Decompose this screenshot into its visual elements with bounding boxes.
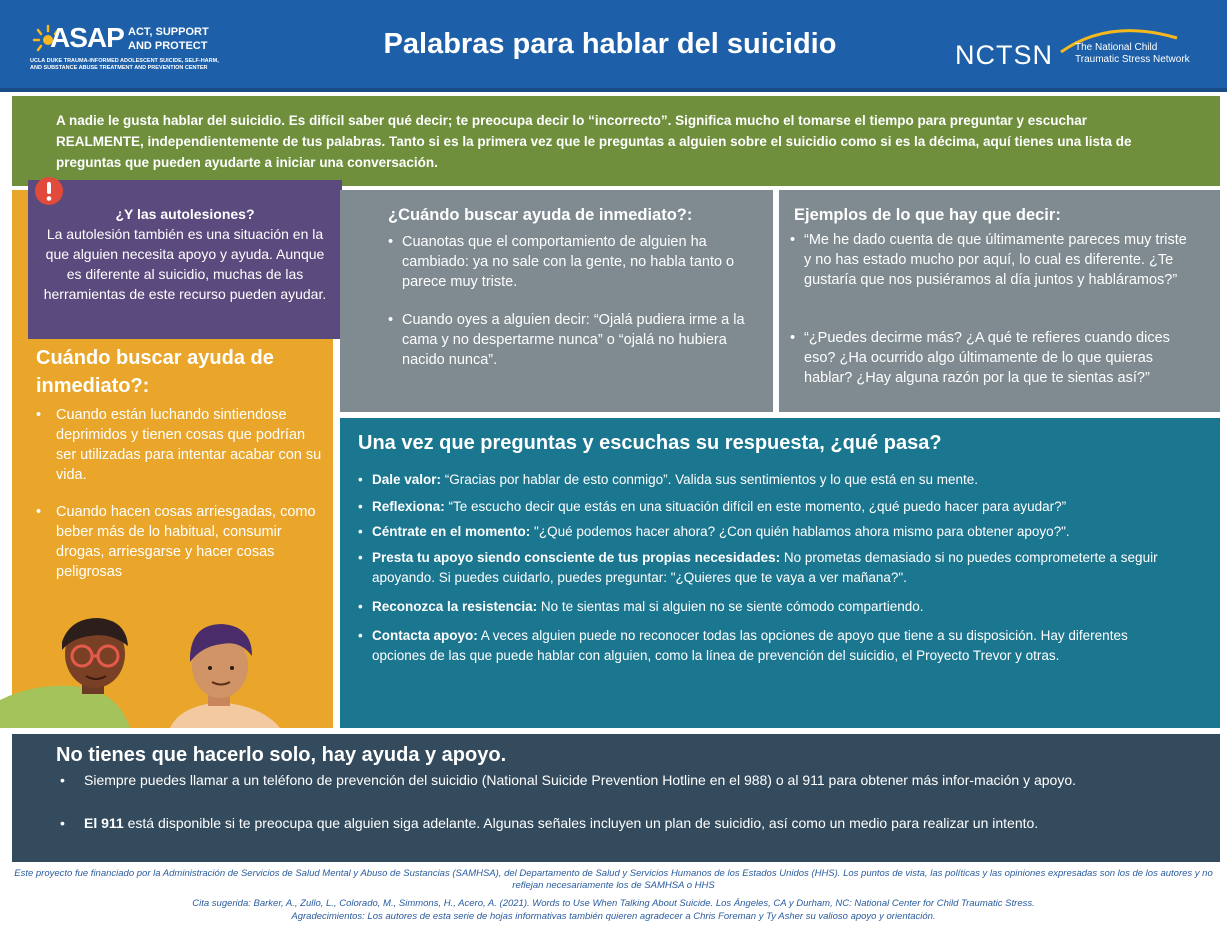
after-section-title: Una vez que preguntas y escuchas su respuesta, ¿qué pasa? [358, 432, 942, 454]
self-harm-title: ¿Y las autolesiones? [115, 206, 255, 222]
examples-list-item: • “Me he dado cuenta de que últimamente pareces muy triste y no has estado mucho por aquí, lo cual es diferente. ¿Te gustaría que nos pusiéramos al día juntos y habláramos?” [790, 232, 1187, 288]
footer-citation: Cita sugerida: Barker, A., Zullo, L., Colorado, M., Simmons, H., Acero, A. (2021). Words to Use When Talking About Suicide. Los Ángeles, CA y Durham, NC: National Center for Child Traumatic Stress. [192, 898, 1035, 909]
alert-icon [34, 176, 64, 206]
middle-section-title: ¿Cuándo buscar ayuda de inmediato?: [388, 206, 693, 224]
left-list-item: • Cuando hacen cosas arriesgadas, como beber más de lo habitual, consumir drogas, arriesgarse y hacer cosas peligrosas [36, 504, 316, 580]
help-list-item: • Siempre puedes llamar a un teléfono de prevención del suicidio (National Suicide Prevention Hotline en el 988) o al 911 para obtener más infor-mación y apoyo. [56, 770, 1166, 791]
people-illustration [0, 610, 330, 728]
help-list-item: • El 911 está disponible si te preocupa que alguien siga adelante. Algunas señales incluyen un plan de suicidio, así como un medio para realizar un intento. [56, 813, 1166, 834]
bullet-icon: • [388, 234, 394, 250]
middle-list-item: • Cuando oyes a alguien decir: “Ojalá pudiera irme a la cama y no despertarme nunca” o “ojalá no hubiera nacido nunca”. [388, 312, 745, 368]
bullet-icon: • [60, 772, 65, 788]
bullet-icon: • [790, 330, 796, 346]
middle-list-item: • Cuanotas que el comportamiento de alguien ha cambiado: ya no sale con la gente, no habla tanto o parece muy triste. [388, 234, 735, 290]
self-harm-box [28, 180, 342, 339]
examples-section-title: Ejemplos de lo que hay que decir: [794, 206, 1061, 224]
bullet-icon: • [790, 232, 796, 248]
page-title: Palabras para hablar del suicidio [383, 28, 837, 60]
bullet-icon: • [388, 312, 394, 328]
help-section-title: No tienes que hacerlo solo, hay ayuda y apoyo. [56, 744, 507, 766]
after-list-item: • Reflexiona: “Te escucho decir que estás en una situación difícil en este momento, ¿qué puedo hacer para ayudar?” [358, 497, 1168, 517]
nctsn-name-line-2: Traumatic Stress Network [1075, 54, 1190, 65]
bullet-icon: • [358, 550, 363, 565]
nctsn-logo [955, 24, 1205, 74]
bullet-icon: • [36, 407, 42, 423]
after-list-item: • Contacta apoyo: A veces alguien puede no reconocer todas las opciones de apoyo que tiene a su disposición. Hay diferentes opciones de las que puede hablar con alguien, como la línea de prevención del suicidio, el Proyecto Trevor y otras. [358, 628, 1128, 663]
bullet-icon: • [358, 499, 363, 514]
bullet-icon: • [358, 524, 363, 539]
left-section-title: Cuándo buscar ayuda de inmediato?: [36, 347, 274, 397]
asap-tagline-2: AND PROTECT [128, 40, 208, 52]
after-list-item: • Presta tu apoyo siendo consciente de tus propias necesidades: No prometas demasiado si no puedes comprometerte a seguir apoyando. Si puedes cuidarlo, puedes preguntar: "¿Quieres que te vaya a ver mañana?". [358, 550, 1158, 585]
self-harm-body: La autolesión también es una situación en la que alguien necesita apoyo y ayuda. Aunque es diferente al suicidio, muchas de las herramientas de este recurso pueden ayudar. [43, 226, 327, 302]
nctsn-name-line-1: The National Child [1075, 42, 1158, 53]
asap-subtitle: UCLA DUKE TRAUMA-INFORMED ADOLESCENT SUICIDE, SELF-HARM, AND SUBSTANCE ABUSE TREATMENT AND PREVENTION CENTER [30, 58, 219, 71]
bullet-icon: • [60, 815, 65, 831]
bullet-icon: • [358, 599, 363, 614]
left-list-item: • Cuando están luchando sintiendose deprimidos y tienen cosas que podrían ser utilizadas para intentar acabar con su vida. [36, 407, 322, 483]
examples-list-item: • “¿Puedes decirme más? ¿A qué te refieres cuando dices eso? ¿Ha ocurrido algo últimamente de lo que quieras hablar? ¿Hay alguna razón por la que te sientas así?” [790, 330, 1170, 386]
asap-wordmark: ASAP [50, 22, 124, 53]
bullet-icon: • [358, 628, 363, 643]
asap-logo [30, 18, 230, 78]
nctsn-wordmark: NCTSN [955, 40, 1053, 70]
after-list-item: • Dale valor: “Gracias por hablar de esto conmigo”. Valida sus sentimientos y lo que está en su mente. [358, 470, 1168, 490]
after-list-item: • Reconozca la resistencia: No te sientas mal si alguien no se siente cómodo compartiendo. [358, 597, 1168, 617]
bullet-icon: • [358, 472, 363, 487]
footer-funding: Este proyecto fue financiado por la Administración de Servicios de Salud Mental y Abuso de Sustancias (SAMHSA), del Departamento de Salud y Servicios Humanos de los Estados Unidos (HHS). Los puntos de vista, las políticas y las opiniones expresadas son los de los autores y no reflejan necesariamente los de SAMHSA o HHS [14, 868, 1213, 891]
intro-text: A nadie le gusta hablar del suicidio. Es difícil saber qué decir; te preocupa decir lo “incorrecto”. Significa mucho el tomarse el tiempo para preguntar y escuchar REALMENTE, independientemente de tus palabras. Tanto si es la primera vez que le preguntas a alguien sobre el suicidio como si es la décima, aquí tienes una lista de preguntas que pueden ayudarte a iniciar una conversación. [12, 96, 1220, 186]
after-list-item: • Céntrate en el momento: "¿Qué podemos hacer ahora? ¿Con quién hablamos ahora mismo para obtener apoyo?". [358, 522, 1168, 542]
asap-tagline-1: ACT, SUPPORT [128, 26, 209, 38]
footer-thanks: Agradecimientos: Los autores de esta serie de hojas informativas también quieren agradecer a Chris Foreman y Ty Asher su valioso apoyo y orientación. [291, 911, 936, 922]
header-rule [0, 88, 1227, 92]
bullet-icon: • [36, 504, 42, 520]
